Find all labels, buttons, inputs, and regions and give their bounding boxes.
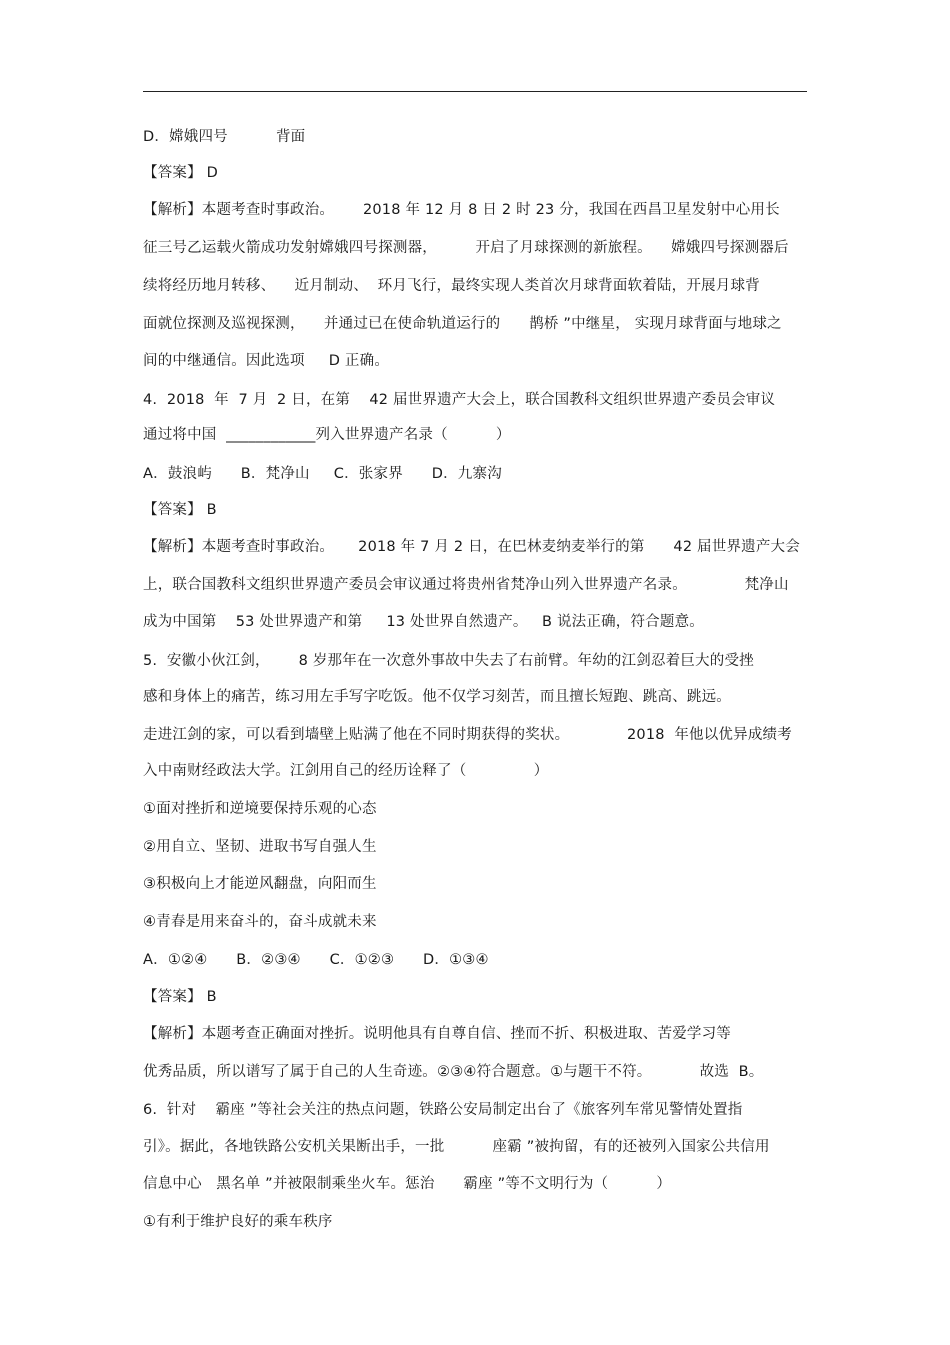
analysis-line: 优秀品质，所以谱写了属于自己的人生奇迹。②③④符合题意。①与题干不符。 故选 B。 [143, 1064, 764, 1080]
analysis-line: 上，联合国教科文组织世界遗产委员会审议通过将贵州省梵净山列入世界遗产名录。 梵净山 [143, 577, 789, 593]
analysis-line: 续将经历地月转移、 近月制动、 环月飞行，最终实现人类首次月球背面软着陆，开展月球背 [143, 278, 760, 294]
question-line: 入中南财经政法大学。江剑用自己的经历诠释了（ ） [143, 763, 549, 779]
question-line: 感和身体上的痛苦，练习用左手写字吃饭。他不仅学习刻苦，而且擅长短跑、跳高、跳远。 [143, 689, 731, 705]
analysis-line: 成为中国第 53 处世界遗产和第 13 处世界自然遗产。 B 说法正确，符合题意。 [143, 614, 704, 630]
question-line: 通过将中国 ____________列入世界遗产名录（ ） [143, 427, 511, 443]
analysis-line: 【解析】本题考查时事政治。 2018 年 12 月 8 日 2 时 23 分，我国在西昌卫星发射中心用长 [143, 202, 780, 218]
statement-line: ①面对挫折和逆境要保持乐观的心态 [143, 801, 377, 817]
question-line: 走进江剑的家，可以看到墙壁上贴满了他在不同时期获得的奖状。 2018 年他以优异成绩考 [143, 727, 792, 743]
answer-line: 【答案】 B [143, 502, 217, 518]
option-line: D．嫦娥四号 背面 [143, 129, 306, 145]
answer-line: 【答案】 D [143, 165, 218, 181]
answer-line: 【答案】 B [143, 989, 217, 1005]
option-line: A．鼓浪屿 B．梵净山 C．张家界 D．九寨沟 [143, 466, 502, 482]
statement-line: ④青春是用来奋斗的，奋斗成就未来 [143, 914, 377, 930]
header-rule [143, 91, 807, 92]
analysis-line: 征三号乙运载火箭成功发射嫦娥四号探测器， 开启了月球探测的新旅程。 嫦娥四号探测器后 [143, 240, 789, 256]
statement-line: ②用自立、坚韧、进取书写自强人生 [143, 839, 377, 855]
question-line: 信息中心 黑名单 ”并被限制乘坐火车。惩治 霸座 ”等不文明行为（ ） [143, 1176, 672, 1192]
analysis-line: 面就位探测及巡视探测， 并通过已在使命轨道运行的 鹊桥 ”中继星， 实现月球背面与地球之 [143, 316, 782, 332]
statement-line: ①有利于维护良好的乘车秩序 [143, 1214, 333, 1230]
option-line: A．①②④ B．②③④ C．①②③ D．①③④ [143, 952, 489, 968]
question-line: 引》。据此，各地铁路公安机关果断出手，一批 座霸 ”被拘留，有的还被列入国家公共信用 [143, 1139, 770, 1155]
question-line: 4. 2018 年 7 月 2 日，在第 42 届世界遗产大会上，联合国教科文组织世界遗产委员会审议 [143, 392, 776, 408]
analysis-line: 间的中继通信。因此选项 D 正确。 [143, 353, 390, 369]
analysis-line: 【解析】本题考查正确面对挫折。说明他具有自尊自信、挫而不折、积极进取、苦爱学习等 [143, 1026, 731, 1042]
statement-line: ③积极向上才能逆风翻盘，向阳而生 [143, 876, 377, 892]
question-line: 6. 针对 霸座 ”等社会关注的热点问题，铁路公安局制定出台了《旅客列车常见警情处置指 [143, 1102, 743, 1118]
question-line: 5. 安徽小伙江剑， 8 岁那年在一次意外事故中失去了右前臂。年幼的江剑忍着巨大的受挫 [143, 653, 754, 669]
analysis-line: 【解析】本题考查时事政治。 2018 年 7 月 2 日，在巴林麦纳麦举行的第 42 届世界遗产大会 [143, 539, 800, 555]
